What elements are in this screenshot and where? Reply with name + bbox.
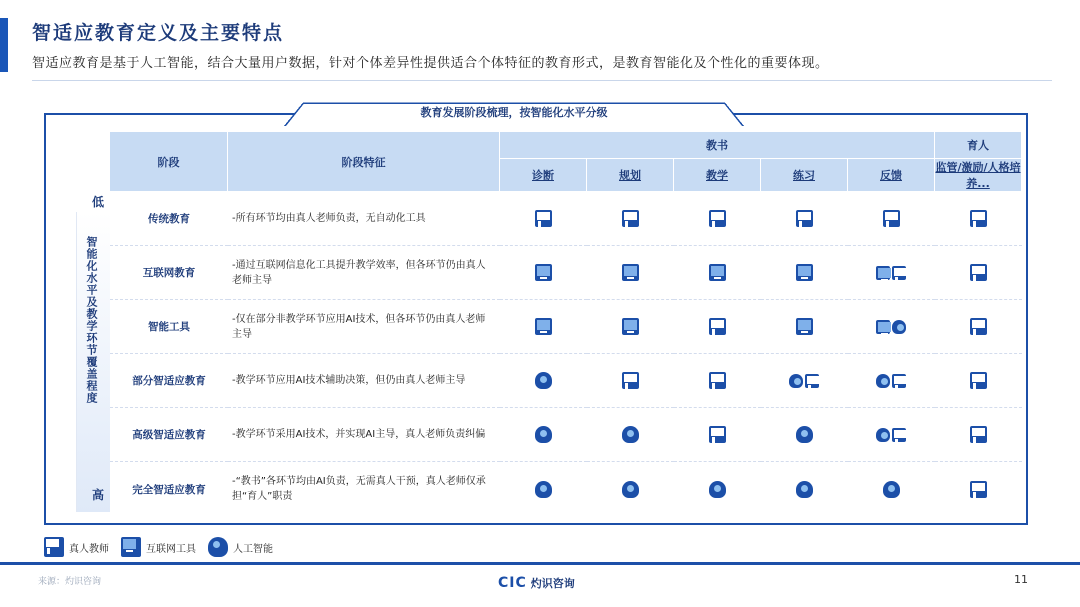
stage-feature: -教学环节应用AI技术辅助决策，但仍由真人老师主导 xyxy=(228,354,500,408)
role-cell xyxy=(587,300,674,354)
stage-name: 互联网教育 xyxy=(110,246,228,300)
column-header-feedback: 反馈 xyxy=(848,159,935,192)
role-cell xyxy=(587,354,674,408)
teacher-icon xyxy=(709,426,726,443)
footer-source: 来源：灼识咨询 xyxy=(38,577,102,587)
table-row xyxy=(110,462,1022,516)
ai-head-icon xyxy=(796,426,813,443)
stage-feature: -仅在部分非教学环节应用AI技术，但各环节仍由真人老师主导 xyxy=(228,300,500,354)
role-cell xyxy=(935,192,1022,246)
frame-caption: 教育发展阶段梳理，按智能化水平分级 xyxy=(420,106,608,119)
ai-head-icon xyxy=(892,320,906,334)
teacher-icon xyxy=(970,318,987,335)
role-cell xyxy=(500,300,587,354)
stage-name: 高级智适应教育 xyxy=(110,408,228,462)
teacher-icon xyxy=(883,210,900,227)
table-row xyxy=(110,408,1022,462)
table-row xyxy=(110,246,1022,300)
teacher-icon xyxy=(970,426,987,443)
legend-item-ai xyxy=(208,537,273,557)
table-row xyxy=(110,300,1022,354)
stage-name: 部分智适应教育 xyxy=(110,354,228,408)
footer-logo xyxy=(498,575,575,591)
education-stage-matrix xyxy=(110,132,1022,516)
teacher-icon xyxy=(44,537,64,557)
axis-high-label: 高 xyxy=(92,488,105,502)
stage-feature: -“教书”各环节均由AI负责，无需真人干预，真人老师仅承担“育人”职责 xyxy=(232,476,486,502)
teacher-icon xyxy=(970,210,987,227)
table-row xyxy=(110,192,1022,246)
stage-name: 传统教育 xyxy=(110,192,228,246)
role-cell xyxy=(935,300,1022,354)
role-cell xyxy=(674,246,761,300)
ai-head-icon xyxy=(709,481,726,498)
stage-name: 完全智适应教育 xyxy=(132,483,206,496)
legend-item-internet xyxy=(121,537,196,557)
logo-mark: CIC xyxy=(498,575,527,591)
teacher-icon xyxy=(892,428,906,442)
role-cell xyxy=(500,246,587,300)
role-cell xyxy=(935,462,1022,516)
role-cell xyxy=(674,462,761,516)
stage-feature: -教学环节采用AI技术，并实现AI主导，真人老师负责纠偏 xyxy=(228,408,500,462)
teacher-icon xyxy=(709,318,726,335)
role-cell xyxy=(761,408,848,462)
stage-name: 智能工具 xyxy=(110,300,228,354)
ai-head-icon xyxy=(535,481,552,498)
axis-low-label: 低 xyxy=(92,195,105,209)
role-cell xyxy=(848,354,935,408)
logo-name: 灼识咨询 xyxy=(530,577,575,590)
teacher-icon xyxy=(622,210,639,227)
teacher-icon xyxy=(709,210,726,227)
internet-tool-icon xyxy=(796,264,813,281)
teacher-icon xyxy=(892,266,906,280)
internet-tool-icon xyxy=(622,264,639,281)
role-cell xyxy=(587,192,674,246)
role-cell xyxy=(935,408,1022,462)
table-row xyxy=(110,354,1022,408)
stage-feature: -所有环节均由真人老师负责，无自动化工具 xyxy=(228,192,500,246)
teacher-icon xyxy=(796,210,813,227)
role-cell xyxy=(935,246,1022,300)
ai-head-icon xyxy=(622,426,639,443)
page-title: 智适应教育定义及主要特点 xyxy=(32,22,285,44)
ai-head-icon xyxy=(622,481,639,498)
stage-feature: -通过互联网信息化工具提升教学效率，但各环节仍由真人老师主导 xyxy=(228,246,500,300)
role-cell xyxy=(761,354,848,408)
role-cell xyxy=(674,192,761,246)
teacher-icon xyxy=(535,210,552,227)
role-cell xyxy=(587,408,674,462)
legend xyxy=(44,537,279,557)
role-cell xyxy=(674,300,761,354)
legend-item-teacher xyxy=(44,537,109,557)
role-cell xyxy=(935,354,1022,408)
stage-column-header: 阶段 xyxy=(110,132,228,192)
ai-head-icon xyxy=(876,428,890,442)
role-cell xyxy=(500,462,587,516)
teacher-icon xyxy=(970,264,987,281)
role-cell xyxy=(848,462,935,516)
feature-column-header: 阶段特征 xyxy=(228,132,500,192)
internet-tool-icon xyxy=(796,318,813,335)
ai-head-icon xyxy=(883,481,900,498)
teacher-icon xyxy=(970,372,987,389)
role-cell xyxy=(674,354,761,408)
role-cell xyxy=(761,192,848,246)
role-cell xyxy=(761,246,848,300)
legend-label-internet: 互联网工具 xyxy=(146,543,196,555)
role-cell xyxy=(674,408,761,462)
role-cell xyxy=(848,192,935,246)
role-cell xyxy=(587,462,674,516)
page-number: 11 xyxy=(1014,573,1028,586)
internet-tool-icon xyxy=(876,266,890,280)
internet-tool-icon xyxy=(709,264,726,281)
column-header-supervision: 监管/激励/人格培养... xyxy=(935,161,1021,190)
ai-head-icon xyxy=(535,372,552,389)
role-cell xyxy=(500,354,587,408)
role-cell xyxy=(848,300,935,354)
role-cell xyxy=(848,246,935,300)
column-header-teaching: 教学 xyxy=(674,159,761,192)
internet-tool-icon xyxy=(622,318,639,335)
internet-tool-icon xyxy=(876,320,890,334)
teaching-group-header: 教书 xyxy=(500,132,935,159)
ai-head-icon xyxy=(796,481,813,498)
column-header-practice: 练习 xyxy=(761,159,848,192)
role-cell xyxy=(761,300,848,354)
ai-head-icon xyxy=(789,374,803,388)
teacher-icon xyxy=(892,374,906,388)
legend-label-ai: 人工智能 xyxy=(233,543,273,555)
internet-tool-icon xyxy=(535,318,552,335)
role-cell xyxy=(500,408,587,462)
ai-head-icon xyxy=(208,537,228,557)
role-cell xyxy=(587,246,674,300)
role-cell xyxy=(500,192,587,246)
axis-label: 智能化水平及教学环节覆盖程度 xyxy=(85,236,98,404)
title-accent-bar xyxy=(0,18,8,72)
teacher-icon xyxy=(709,372,726,389)
teacher-icon xyxy=(622,372,639,389)
legend-label-teacher: 真人教师 xyxy=(69,543,109,555)
ai-head-icon xyxy=(535,426,552,443)
internet-tool-icon xyxy=(535,264,552,281)
role-cell xyxy=(761,462,848,516)
column-header-diagnosis: 诊断 xyxy=(500,159,587,192)
teacher-icon xyxy=(970,481,987,498)
title-divider xyxy=(32,80,1052,81)
footer-divider xyxy=(0,562,1080,565)
nurturing-group-header: 育人 xyxy=(935,132,1022,159)
column-header-planning: 规划 xyxy=(587,159,674,192)
page-subtitle: 智适应教育是基于人工智能，结合大量用户数据，针对个体差异性提供适合个体特征的教育形式，是教育智能化及个性化的重要体现。 xyxy=(32,56,829,71)
teacher-icon xyxy=(805,374,819,388)
internet-tool-icon xyxy=(121,537,141,557)
role-cell xyxy=(848,408,935,462)
ai-head-icon xyxy=(876,374,890,388)
